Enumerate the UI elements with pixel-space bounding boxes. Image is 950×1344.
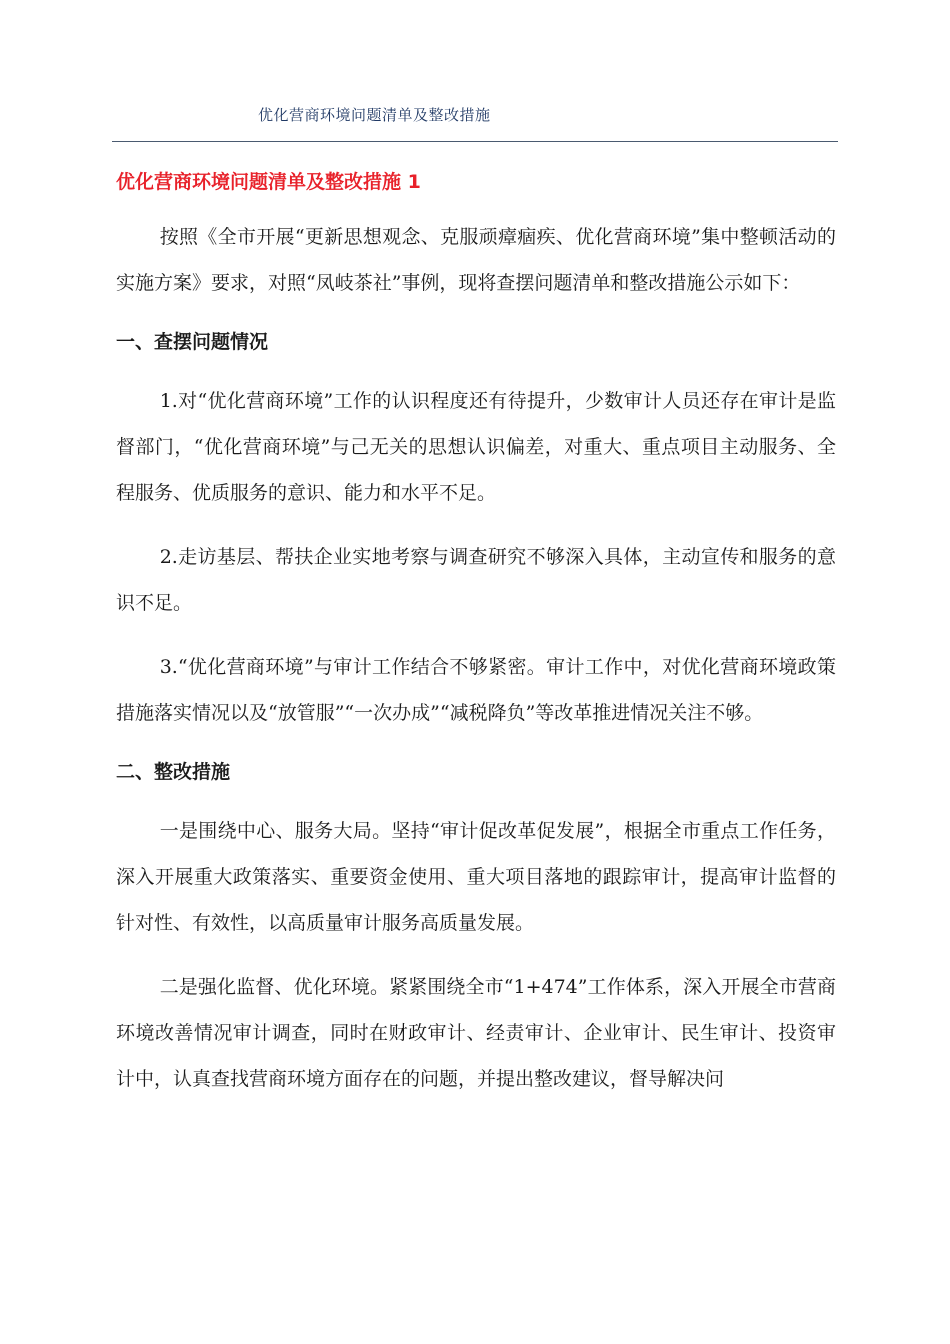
measure-item: 二是强化监督、优化环境。紧紧围绕全市“1+474”工作体系，深入开展全市营商环境改善情况审计调查，同时在财政审计、经责审计、企业审计、民生审计、投资审计中，认真查找营商环境方面存在的问题，并提出整改建议，督导解决问 [116, 976, 836, 1090]
document-body [116, 168, 836, 1120]
section-heading-measures: 二、整改措施 [116, 761, 231, 783]
problem-item: 1.对“优化营商环境”工作的认识程度还有待提升，少数审计人员还存在审计是监督部门，“优化营商环境”与己无关的思想认识偏差，对重大、重点项目主动服务、全程服务、优质服务的意识、能力和水平不足。 [116, 390, 836, 504]
document-title: 优化营商环境问题清单及整改措施 1 [116, 171, 421, 193]
measure-item: 一是围绕中心、服务大局。坚持“审计促改革促发展”，根据全市重点工作任务，深入开展重大政策落实、重要资金使用、重大项目落地的跟踪审计，提高审计监督的针对性、有效性，以高质量审计服务高质量发展。 [116, 820, 836, 934]
intro-paragraph: 按照《全市开展“更新思想观念、克服顽瘴痼疾、优化营商环境”集中整顿活动的实施方案》要求，对照“凤岐茶社”事例，现将查摆问题清单和整改措施公示如下： [116, 226, 836, 294]
running-header: 优化营商环境问题清单及整改措施 [258, 106, 491, 124]
header-divider [112, 141, 838, 142]
section-heading-problems: 一、查摆问题情况 [116, 331, 269, 353]
problem-item: 2.走访基层、帮扶企业实地考察与调查研究不够深入具体，主动宣传和服务的意识不足。 [116, 546, 836, 614]
problem-item: 3.“优化营商环境”与审计工作结合不够紧密。审计工作中，对优化营商环境政策措施落实情况以及“放管服”“一次办成”“减税降负”等改革推进情况关注不够。 [116, 656, 836, 724]
